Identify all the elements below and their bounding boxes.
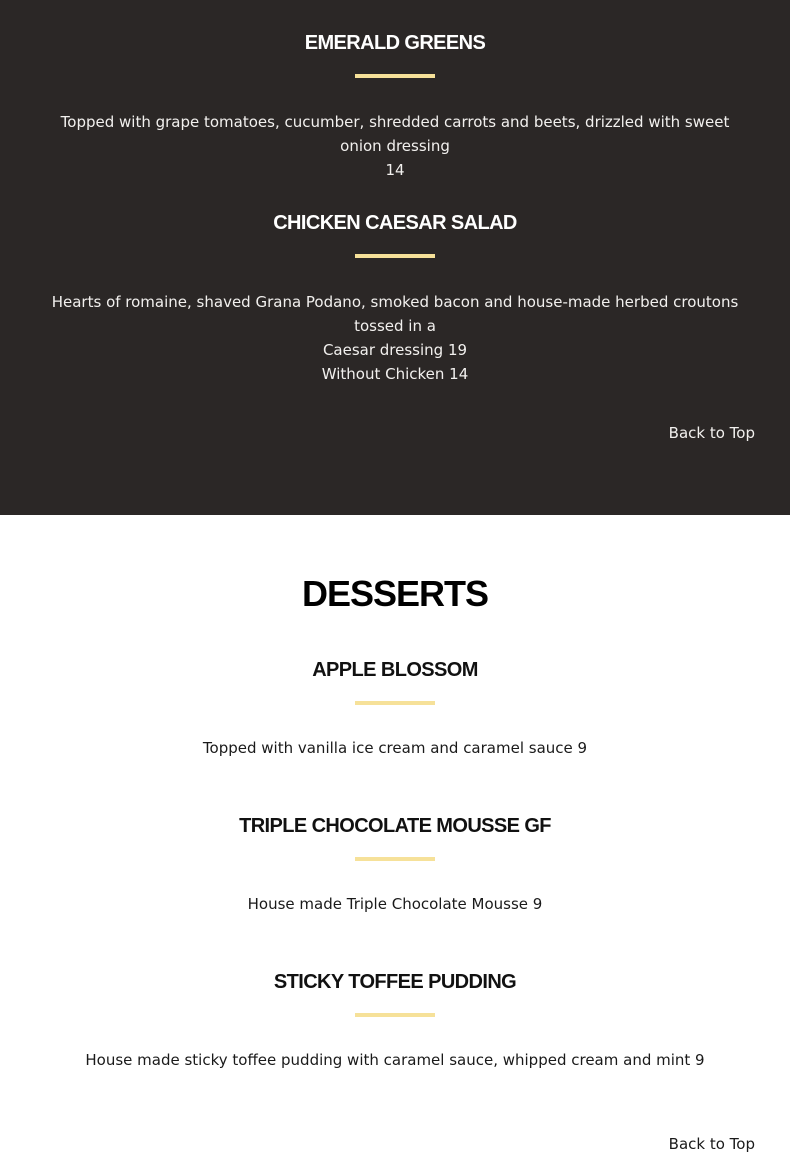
- menu-item-description: House made sticky toffee pudding with caramel sauce, whipped cream and mint 9: [85, 1051, 705, 1069]
- desserts-section: [0, 515, 790, 1158]
- menu-item-description: [40, 290, 750, 386]
- salads-section: [0, 0, 790, 515]
- menu-item-title: EMERALD GREENS: [304, 32, 486, 54]
- title-divider: [355, 1013, 435, 1017]
- back-to-top-link[interactable]: Back to Top: [668, 424, 755, 442]
- description-line: Hearts of romaine, shaved Grana Podano, smoked bacon and house-made herbed croutons tossed in a: [51, 293, 739, 335]
- description-line: Caesar dressing 19: [322, 341, 468, 359]
- title-divider: [355, 857, 435, 861]
- menu-item-title: CHICKEN CAESAR SALAD: [273, 212, 517, 234]
- menu-item-title: APPLE BLOSSOM: [312, 659, 478, 681]
- title-divider: [355, 254, 435, 258]
- menu-item-description: Topped with vanilla ice cream and caramel sauce 9: [202, 739, 588, 757]
- menu-item-title: STICKY TOFFEE PUDDING: [273, 971, 517, 993]
- menu-item-description: [40, 110, 750, 182]
- description-line: Topped with grape tomatoes, cucumber, shredded carrots and beets, drizzled with sweet onion dressing: [60, 113, 730, 155]
- menu-item-description: House made Triple Chocolate Mousse 9: [247, 895, 543, 913]
- title-divider: [355, 74, 435, 78]
- description-line: Without Chicken 14: [321, 365, 469, 383]
- title-divider: [355, 701, 435, 705]
- menu-item-title: TRIPLE CHOCOLATE MOUSSE GF: [239, 815, 551, 837]
- back-to-top-link[interactable]: Back to Top: [668, 1135, 755, 1153]
- section-heading: DESSERTS: [301, 573, 489, 614]
- description-line: 14: [385, 161, 405, 179]
